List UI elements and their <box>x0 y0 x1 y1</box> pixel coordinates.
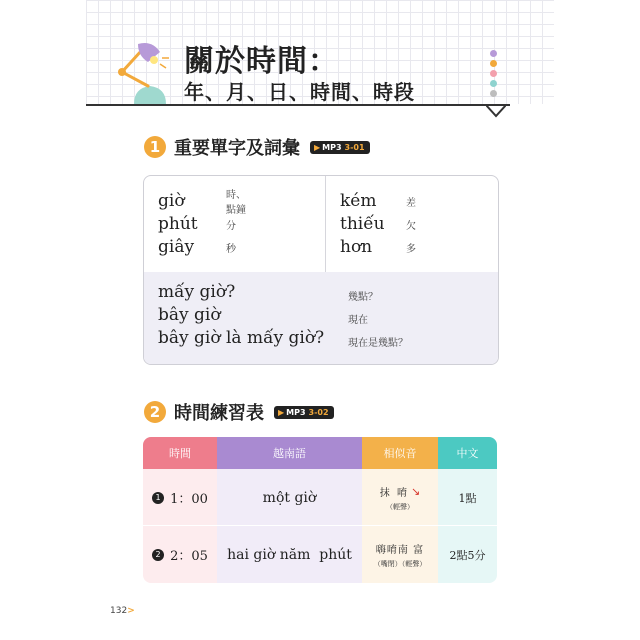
vocab-card <box>143 175 499 365</box>
decorative-dot <box>490 60 497 67</box>
vocab-vn: kém <box>340 191 377 211</box>
decorative-dot <box>490 70 497 77</box>
phrase-zh: 幾點？ <box>348 292 378 303</box>
row-time: 1：00 <box>170 492 208 507</box>
vocab-item <box>158 236 236 258</box>
section-number: 2 <box>144 401 166 423</box>
vocab-zh: 時、點鐘 <box>226 190 246 216</box>
vocab-item <box>158 190 246 216</box>
mp3-code: 3-01 <box>344 142 365 152</box>
row-time: 2：05 <box>170 549 208 564</box>
page-number <box>110 606 135 616</box>
row-similar-sound <box>362 469 438 526</box>
vocab-phrases <box>144 272 498 364</box>
page-subtitle: 年、月、日、時間、時段 <box>184 80 415 104</box>
vocab-item <box>340 213 416 235</box>
falling-tone-arrow-icon: ↘ <box>410 484 421 498</box>
similar-sound-note: （輕聲） <box>386 502 414 511</box>
row-chinese: 1點 <box>438 469 497 526</box>
mp3-badge[interactable] <box>310 141 370 154</box>
mp3-label: MP3 <box>286 407 306 417</box>
phrase-zh: 現在是幾點？ <box>348 338 408 349</box>
similar-sound-note: （嘴閉）（輕聲） <box>373 559 427 568</box>
vocab-item <box>340 236 416 258</box>
vocab-zh: 分 <box>226 220 236 232</box>
page-title: 關於時間： <box>184 44 339 79</box>
row-chinese: 2點5分 <box>438 526 497 583</box>
table-row <box>143 469 217 526</box>
play-icon: ▶ <box>314 142 321 152</box>
table-header-vietnamese: 越南語 <box>217 437 362 469</box>
vocab-vn: giây <box>158 237 195 257</box>
chevron-right-icon: > <box>127 606 135 616</box>
vocab-words <box>144 176 498 272</box>
phrase-vn: mấy giờ? <box>158 282 236 302</box>
phrase-vn: bây giờ <box>158 305 221 325</box>
row-similar-sound <box>362 526 438 583</box>
vocab-divider <box>325 176 326 272</box>
mp3-code: 3-02 <box>308 407 329 417</box>
mp3-badge[interactable] <box>274 406 334 419</box>
vocab-zh: 欠 <box>406 220 416 232</box>
section-1-heading <box>144 134 370 160</box>
section-label: 重要單字及詞彙 <box>174 138 300 159</box>
section-number: 1 <box>144 136 166 158</box>
desk-lamp-icon <box>112 36 182 106</box>
vocab-zh: 秒 <box>226 243 236 255</box>
row-separator <box>143 525 497 526</box>
table-header-similar-sound: 相似音 <box>362 437 438 469</box>
vocab-item <box>340 190 416 212</box>
vocab-item <box>158 213 236 235</box>
mp3-label: MP3 <box>322 142 342 152</box>
table-header-chinese: 中文 <box>438 437 497 469</box>
row-vietnamese: hai giờ năm phút <box>217 526 362 583</box>
decorative-dot <box>490 80 497 87</box>
section-label: 時間練習表 <box>174 403 264 424</box>
similar-sound-text: 嗨唷南 富 <box>375 544 425 556</box>
phrase-zh: 現在 <box>348 315 368 326</box>
row-vietnamese: một giờ <box>217 469 362 526</box>
vocab-zh: 多 <box>406 243 416 255</box>
decorative-dots <box>490 50 498 100</box>
vocab-vn: giờ <box>158 191 185 211</box>
section-2-heading <box>144 399 334 425</box>
phrase-vn: bây giờ là mấy giờ? <box>158 328 325 348</box>
header-underline <box>86 104 510 106</box>
time-practice-table <box>143 437 497 583</box>
vocab-vn: hơn <box>340 237 373 257</box>
row-number: 1 <box>152 492 164 504</box>
similar-sound-text: 抹 唷 <box>379 487 409 499</box>
table-row <box>143 526 217 583</box>
vocab-zh: 差 <box>406 197 416 209</box>
page-number-text: 132 <box>110 606 128 616</box>
play-icon: ▶ <box>278 407 285 417</box>
header-tab-icon <box>486 104 506 118</box>
decorative-dot <box>490 50 497 57</box>
vocab-vn: phút <box>158 214 198 234</box>
vocab-vn: thiếu <box>340 214 385 234</box>
decorative-dot <box>490 90 497 97</box>
row-number: 2 <box>152 549 164 561</box>
table-header-time: 時間 <box>143 437 217 469</box>
